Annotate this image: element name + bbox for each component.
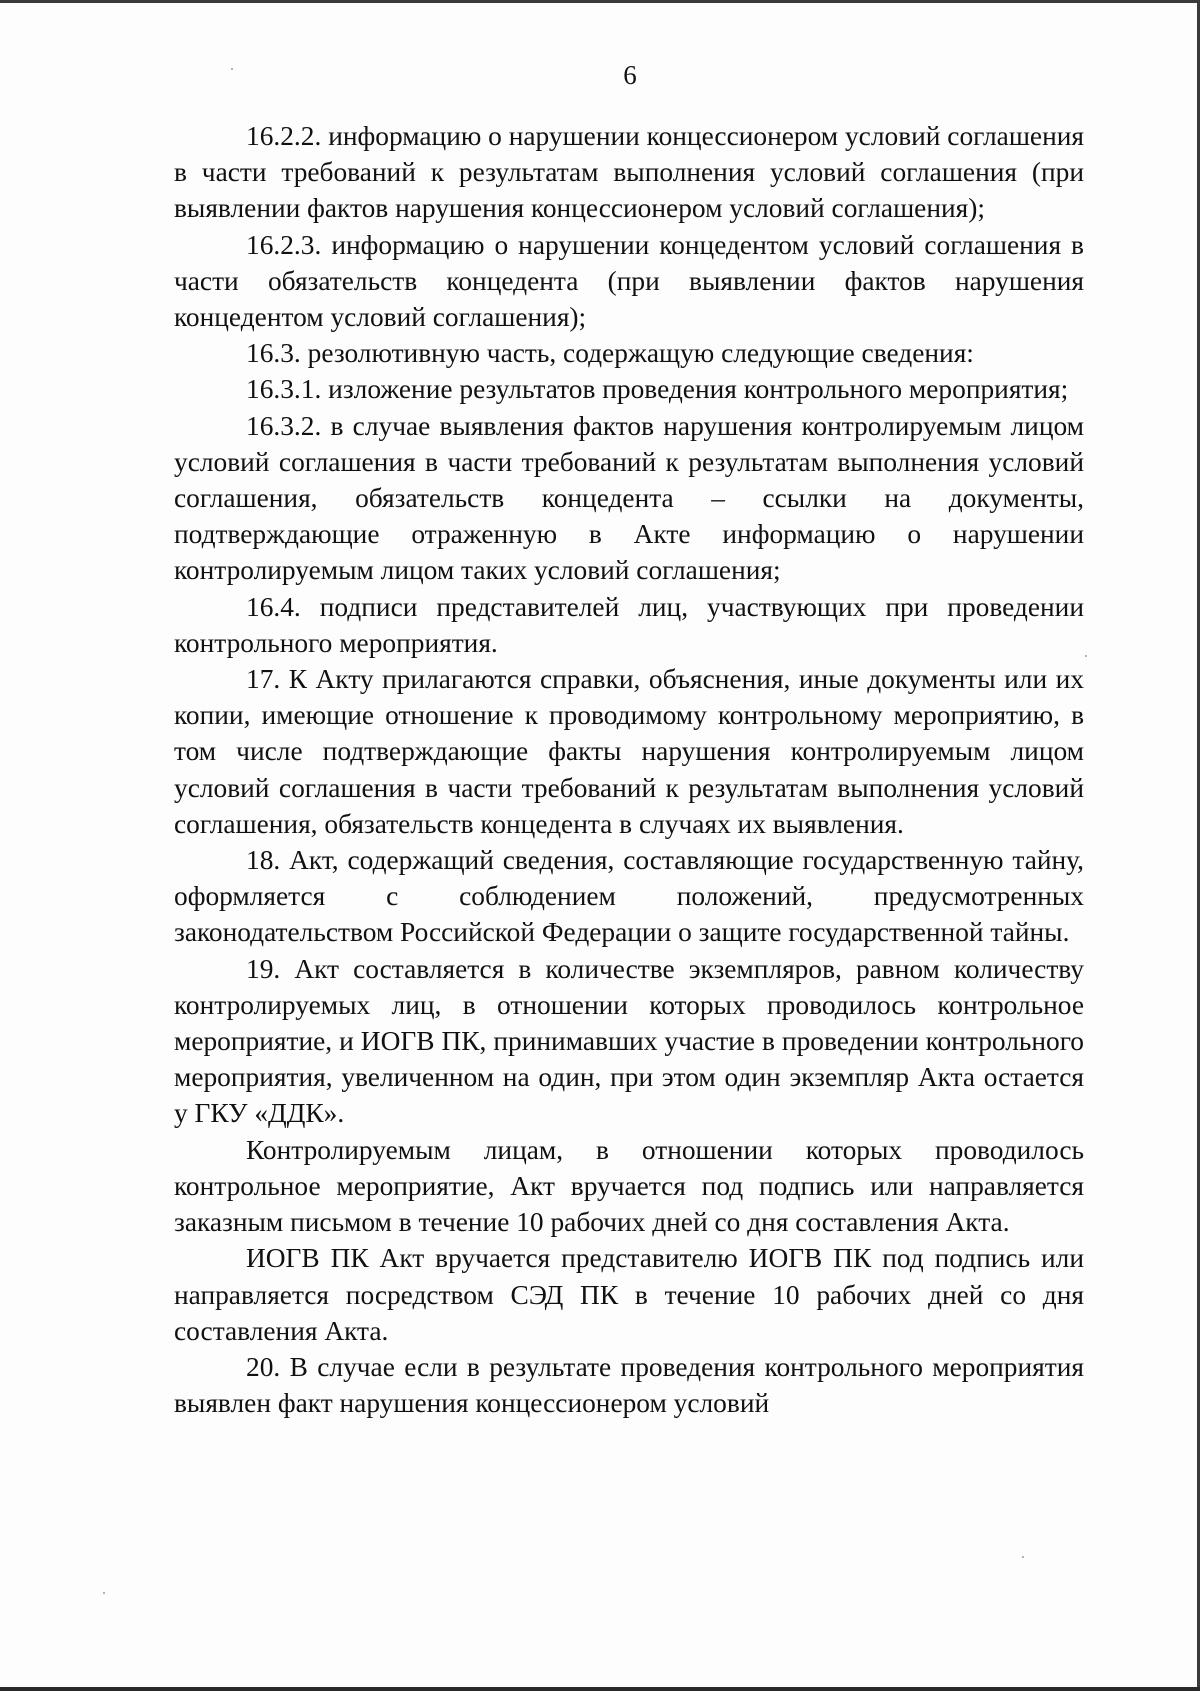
scan-speck [231,68,233,70]
paragraph-16-2-3: 16.2.3. информацию о нарушении концедентом условий соглашения в части обязательств концедента (при выявлении фактов нарушения концедентом условий соглашения); [174,229,1084,333]
paragraph-19-iogv: ИОГВ ПК Акт вручается представителю ИОГВ ПК под подпись или направляется посредством СЭД ПК в течение 10 рабочих дней со дня составления Акта. [174,1243,1084,1346]
scan-edge-top [0,0,1200,3]
paragraph-18: 18. Акт, содержащий сведения, составляющие государственную тайну, оформляется с соблюдением положений, предусмотренных законодательством Российской Федерации о защите государственной тайны. [174,845,1084,948]
document-body [174,118,1084,1421]
paragraph-19: 19. Акт составляется в количестве экземпляров, равном количеству контролируемых лиц, в отношении которых проводилось контрольное мероприятие, и ИОГВ ПК, принимавших участие в проведении контрольного мероприятия, увеличенном на один, при этом один экземпляр Акта остается у ГКУ «ДДК». [174,953,1084,1129]
paragraph-19-recipients: Контролируемым лицам, в отношении которых проводилось контрольное мероприятие, Акт вручается под подпись или направляется заказным письмом в течение 10 рабочих дней со дня составления Акта. [174,1134,1084,1238]
scan-speck [1085,655,1087,657]
page-number: 6 [623,60,637,90]
paragraph-16-4: 16.4. подписи представителей лиц, участвующих при проведении контрольного мероприятия. [174,591,1084,658]
paragraph-16-3-2: 16.3.2. в случае выявления фактов нарушения контролируемым лицом условий соглашения в части требований к результатам выполнения условий соглашения, обязательств концедента – ссылки на документы, подтверждающие отраженную в Акте информацию о нарушении контролируемым лицом таких условий соглашения; [174,410,1084,586]
scan-speck [1022,1556,1024,1558]
scan-speck [103,1592,105,1594]
paragraph-16-2-2: 16.2.2. информацию о нарушении концессионером условий соглашения в части требований к результатам выполнения условий соглашения (при выявлении фактов нарушения концессионером условий соглашения); [174,121,1084,224]
paragraph-16-3: 16.3. резолютивную часть, содержащую следующие сведения: [246,338,974,369]
paragraph-16-3-1: 16.3.1. изложение результатов проведения контрольного мероприятия; [246,374,1069,405]
paragraph-17: 17. К Акту прилагаются справки, объяснения, иные документы или их копии, имеющие отношение к проводимому контрольному мероприятию, в том числе подтверждающие факты нарушения контролируемым лицом условий соглашения в части требований к результатам выполнения условий соглашения, обязательств концедента в случаях их выявления. [174,664,1084,839]
paragraph-20: 20. В случае если в результате проведения контрольного мероприятия выявлен факт нарушения концессионером условий [174,1351,1084,1419]
scan-edge-bottom [0,1687,1200,1691]
